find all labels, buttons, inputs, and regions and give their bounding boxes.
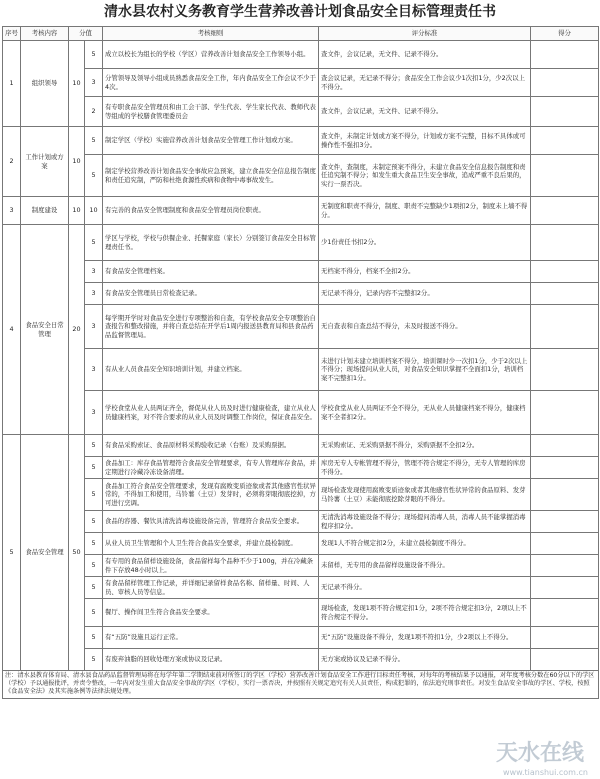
row-standard: 无记录不得分。 bbox=[319, 577, 531, 599]
responsibility-table bbox=[2, 26, 599, 699]
row-sub-score: 10 bbox=[85, 197, 103, 225]
row-detail: 食品加工符合食品安全管理要求，发现有腐败变质迹象或者其他感官性状异常的，不得加工和使用，马铃薯（土豆）发芽时，必须将芽眼彻底挖掉，方可进行烹调。 bbox=[103, 479, 319, 511]
row-sub-score: 5 bbox=[85, 511, 103, 533]
row-detail: 从业人员卫生管理和个人卫生符合食品安全要求，并建立晨检制度。 bbox=[103, 533, 319, 555]
row-detail: 食品的容器、餐饮具清洗消毒设施设备完善，管理符合食品安全要求。 bbox=[103, 511, 319, 533]
header-score: 分值 bbox=[69, 27, 103, 41]
table-row bbox=[3, 283, 599, 305]
row-sub-score: 5 bbox=[85, 479, 103, 511]
header-standard: 评分标准 bbox=[319, 27, 531, 41]
row-detail: 学区与学校，学校与供餐企业、托餐家庭（家长）分别签订食品安全目标管理责任书。 bbox=[103, 225, 319, 261]
row-sub-score: 5 bbox=[85, 627, 103, 649]
watermark-url: www.tianshui.com.cn bbox=[503, 768, 588, 777]
header-row bbox=[3, 27, 599, 41]
row-result bbox=[531, 627, 599, 649]
row-number: 1 bbox=[3, 41, 21, 127]
header-result: 得分 bbox=[531, 27, 599, 41]
row-standard: 查文件，查制度，未制定预案不得分，未建立食品安全信息报告制度和责任追究制不得分；如发生重大食品卫生安全事故，追成严重不良后果的，实行一票否决。 bbox=[319, 155, 531, 197]
row-sub-score: 3 bbox=[85, 283, 103, 305]
table-row bbox=[3, 533, 599, 555]
row-sub-score: 3 bbox=[85, 69, 103, 97]
row-detail: 有“五防”设施且运行正常。 bbox=[103, 627, 319, 649]
table-row bbox=[3, 627, 599, 649]
table-body bbox=[3, 41, 599, 671]
row-standard: 未进行计划未建立培训档案不得分，培训课时少一次扣1分，少于2次以上不得分；现场提问从业人员，对食品安全知识掌握不全面扣1分，培训档案不完整扣1分。 bbox=[319, 349, 531, 391]
row-standard: 查会议记录，无记录不得分；食品安全工作会议少1次扣1分，少2次以上不得分。 bbox=[319, 69, 531, 97]
row-result bbox=[531, 457, 599, 479]
row-standard: 库房无专人专帐管理不得分，管理不符合规定不得分，无专人管理的库房不得分。 bbox=[319, 457, 531, 479]
row-result bbox=[531, 97, 599, 127]
row-sub-score: 5 bbox=[85, 225, 103, 261]
table-row bbox=[3, 97, 599, 127]
row-standard: 查文件，会议记录，无文件、记录不得分。 bbox=[319, 41, 531, 69]
row-result bbox=[531, 391, 599, 435]
row-standard: 无记录不得分，记录内容不完整扣2分。 bbox=[319, 283, 531, 305]
row-result bbox=[531, 283, 599, 305]
watermark-logo: 天水在线 bbox=[495, 740, 584, 766]
row-content: 食品安全管理 bbox=[21, 435, 69, 671]
row-standard: 查文件，会议记录，无文件、记录不得分。 bbox=[319, 97, 531, 127]
table-row bbox=[3, 305, 599, 349]
row-sub-score: 2 bbox=[85, 97, 103, 127]
row-sub-score: 5 bbox=[85, 599, 103, 627]
table-row bbox=[3, 155, 599, 197]
row-detail: 有食品安全管理档案。 bbox=[103, 261, 319, 283]
row-detail: 有食品留样管理工作记录，并详细记录留样食品名称、留样量、时间、人员、审核人员等信息。 bbox=[103, 577, 319, 599]
row-result bbox=[531, 261, 599, 283]
row-result bbox=[531, 197, 599, 225]
row-result bbox=[531, 349, 599, 391]
table-row bbox=[3, 391, 599, 435]
row-result bbox=[531, 225, 599, 261]
header-no: 序号 bbox=[3, 27, 21, 41]
row-standard: 未留样，无专用的食品留样设施设备不得分。 bbox=[319, 555, 531, 577]
row-result bbox=[531, 435, 599, 457]
row-result bbox=[531, 155, 599, 197]
row-standard: 无清洗消毒设施设备不得分；现场提问消毒人员，消毒人员不能掌握消毒程序扣2分。 bbox=[319, 511, 531, 533]
row-detail: 成立以校长为组长的学校（学区）营养改善计划食品安全工作领导小组。 bbox=[103, 41, 319, 69]
row-result bbox=[531, 69, 599, 97]
row-sub-score: 5 bbox=[85, 41, 103, 69]
row-score: 20 bbox=[69, 225, 85, 435]
table-row bbox=[3, 577, 599, 599]
table-row bbox=[3, 69, 599, 97]
row-number: 2 bbox=[3, 127, 21, 197]
row-standard: 无档案不得分，档案不全扣2分。 bbox=[319, 261, 531, 283]
row-sub-score: 5 bbox=[85, 649, 103, 671]
row-result bbox=[531, 649, 599, 671]
row-number: 3 bbox=[3, 197, 21, 225]
row-sub-score: 5 bbox=[85, 555, 103, 577]
row-standard: 无制度和职责不得分，制度、职责不完整缺少1项扣2分，制度未上墙不得分。 bbox=[319, 197, 531, 225]
row-detail: 制定学区（学校）实施营养改善计划食品安全管理工作计划或方案。 bbox=[103, 127, 319, 155]
row-standard: 无“五防”设施设备不得分，发现1项不符扣1分，少2项以上不得分。 bbox=[319, 627, 531, 649]
table-row bbox=[3, 599, 599, 627]
table-row bbox=[3, 349, 599, 391]
row-sub-score: 3 bbox=[85, 391, 103, 435]
row-standard: 现场检查发现使用腐败变质迹象或者其他感官性状异常的食品原料、发芽马铃薯（土豆）未能彻底挖除芽眼的不得分。 bbox=[319, 479, 531, 511]
row-detail: 有专用的食品留样设施设备，食品留样每个品种不少于100g，并在冷藏条件下存放48小时以上。 bbox=[103, 555, 319, 577]
row-score: 10 bbox=[69, 197, 85, 225]
row-standard: 无采购索证、无采购票据不得分，采购票据不全扣2分。 bbox=[319, 435, 531, 457]
row-result bbox=[531, 511, 599, 533]
row-standard: 无自查表和自查总结不得分，未及时报送不得分。 bbox=[319, 305, 531, 349]
row-number: 4 bbox=[3, 225, 21, 435]
table-row bbox=[3, 261, 599, 283]
table-row bbox=[3, 555, 599, 577]
table-row bbox=[3, 457, 599, 479]
row-score: 10 bbox=[69, 41, 85, 127]
row-content: 组织领导 bbox=[21, 41, 69, 127]
row-result bbox=[531, 305, 599, 349]
row-number: 5 bbox=[3, 435, 21, 671]
row-detail: 有废弃油脂的回收处理方案或协议及记录。 bbox=[103, 649, 319, 671]
row-detail: 食品加工：库存食品管理符合食品安全管理要求，有专人管理库存食品，并定期进行冷藏冷冻设备清理。 bbox=[103, 457, 319, 479]
table-row bbox=[3, 479, 599, 511]
row-detail: 有从业人员食品安全知识培训计划，并建立档案。 bbox=[103, 349, 319, 391]
footnote: 注：清水县教育体育局、清水县食品药品监督管理局将在每学年第二学期结束前对所签订的学区（学校）营养改善计划食品安全工作进行目标责任考核，对每年的考核结果予以通报，对年度考核分数在60分以下的学区（学校）予以通报批评，并责令整改，一年内对发生重大食品安全事故的学区（学校），实行一票否决，并按照有关规定追究有关人员责任，构成犯罪的，依法追究刑事责任。对发生食品安全事故的学区、学校，按照《食品安全法》及其实施条例等法律法规处理。 bbox=[3, 671, 599, 699]
row-result bbox=[531, 127, 599, 155]
row-sub-score: 5 bbox=[85, 127, 103, 155]
table-row bbox=[3, 511, 599, 533]
footnote-row bbox=[3, 671, 599, 699]
table-row bbox=[3, 435, 599, 457]
row-result bbox=[531, 479, 599, 511]
row-sub-score: 3 bbox=[85, 349, 103, 391]
table-row bbox=[3, 41, 599, 69]
row-result bbox=[531, 555, 599, 577]
page-title: 清水县农村义务教育学生营养改善计划食品安全目标管理责任书 bbox=[104, 4, 496, 20]
row-sub-score: 3 bbox=[85, 261, 103, 283]
row-sub-score: 5 bbox=[85, 577, 103, 599]
row-score: 50 bbox=[69, 435, 85, 671]
table-row bbox=[3, 225, 599, 261]
row-detail: 制定学校营养改善计划食品安全事故应急预案，建立食品安全信息报告制度和责任追究制，严防和杜绝食源性疾病和食物中毒事故发生。 bbox=[103, 155, 319, 197]
table-row bbox=[3, 127, 599, 155]
header-content: 考核内容 bbox=[21, 27, 69, 41]
row-detail: 有完善的食品安全管理制度和食品安全管理员岗位职责。 bbox=[103, 197, 319, 225]
row-sub-score: 5 bbox=[85, 457, 103, 479]
row-detail: 有食品采购索证、食品原材料采购验收记录（台账）及采购票据。 bbox=[103, 435, 319, 457]
row-result bbox=[531, 533, 599, 555]
row-standard: 现场检查，发现1项不符合规定扣1分，2项不符合规定扣3分，2项以上不符合规定不得分。 bbox=[319, 599, 531, 627]
row-standard: 发现1人不符合规定扣2分，未建立晨检制度不得分。 bbox=[319, 533, 531, 555]
table-row bbox=[3, 649, 599, 671]
header-detail: 考核细则 bbox=[103, 27, 319, 41]
row-detail: 有食品安全管理员日常检查记录。 bbox=[103, 283, 319, 305]
row-standard: 学校食堂从业人员两证不全不得分，无从业人员健康档案不得分，健康档案不全者扣2分。 bbox=[319, 391, 531, 435]
row-result bbox=[531, 577, 599, 599]
row-sub-score: 5 bbox=[85, 533, 103, 555]
row-sub-score: 3 bbox=[85, 305, 103, 349]
row-standard: 少1份责任书扣2分。 bbox=[319, 225, 531, 261]
row-result bbox=[531, 599, 599, 627]
row-detail: 餐厅、操作间卫生符合食品安全要求。 bbox=[103, 599, 319, 627]
table-row bbox=[3, 197, 599, 225]
row-sub-score: 5 bbox=[85, 155, 103, 197]
row-content: 工作计划或方案 bbox=[21, 127, 69, 197]
row-standard: 无方案或协议及记录不得分。 bbox=[319, 649, 531, 671]
row-content: 食品安全日常管理 bbox=[21, 225, 69, 435]
row-detail: 每学期开学时对食品安全进行专项整治和自查，有学校食品安全专项整治自查报告和整改措施，并将自查总结在开学后1周内报送县教育局和县食品药品监督管理局。 bbox=[103, 305, 319, 349]
row-content: 制度建设 bbox=[21, 197, 69, 225]
row-result bbox=[531, 41, 599, 69]
row-detail: 学校食堂从业人员两证齐全，督促从业人员及时进行健康检查，建立从业人员健康档案，对不符合要求的从业人员及时调整工作岗位，保证食品安全。 bbox=[103, 391, 319, 435]
row-score: 10 bbox=[69, 127, 85, 197]
row-standard: 查文件，未制定计划或方案不得分，计划或方案不完整，目标不具体或可操作性不强扣3分。 bbox=[319, 127, 531, 155]
row-detail: 分管领导及领导小组成员熟悉食品安全工作，年内食品安全工作会议不少于4次。 bbox=[103, 69, 319, 97]
row-sub-score: 5 bbox=[85, 435, 103, 457]
row-detail: 有专职食品安全管理员和由工会干部、学生代表、学生家长代表、教师代表等组成的学校膳食管理委员会 bbox=[103, 97, 319, 127]
